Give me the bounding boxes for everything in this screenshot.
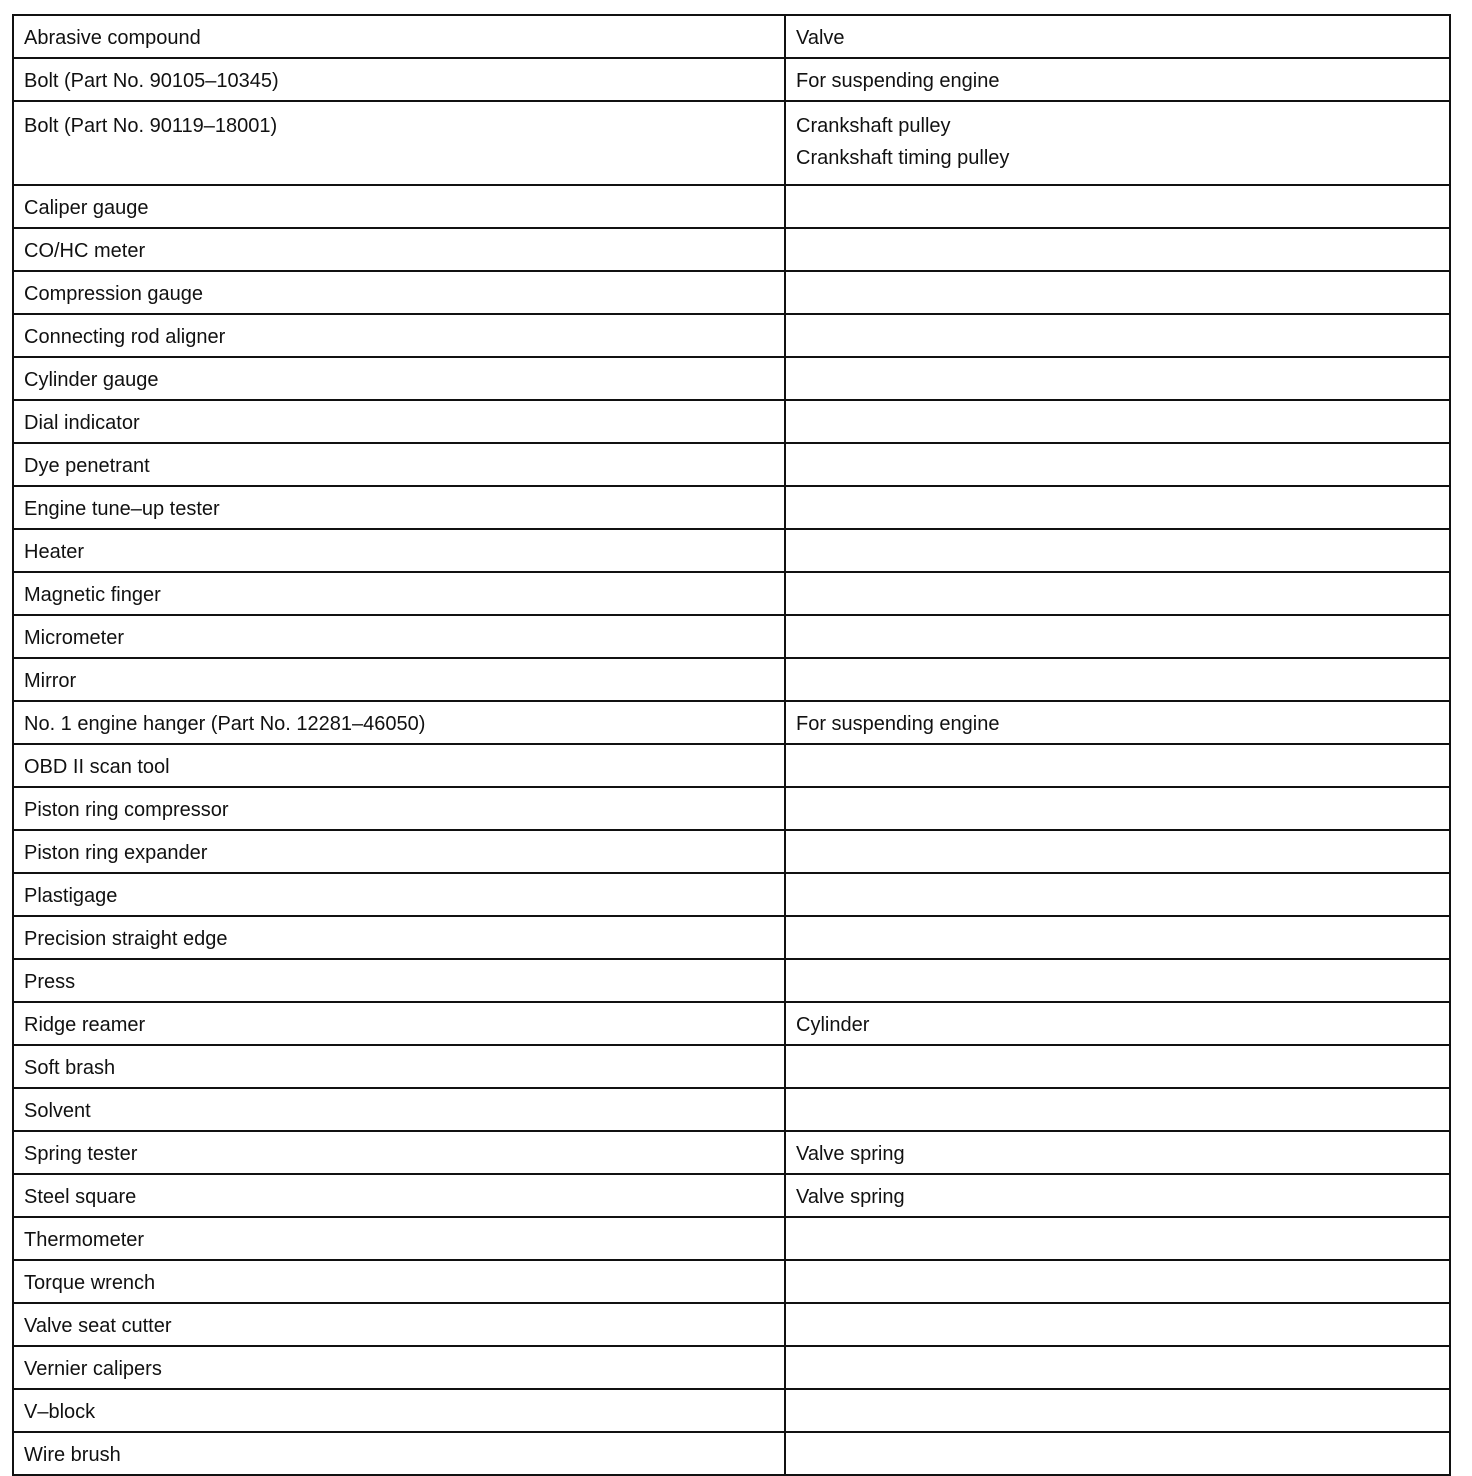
tool-use-cell [785,744,1450,787]
tool-use-cell [785,1303,1450,1346]
tool-use-line: Cylinder [796,1013,870,1036]
tool-use-line: For suspending engine [796,69,1000,92]
tool-name-cell: Press [13,959,785,1002]
table-row [13,101,1450,185]
tools-table [12,14,1451,1476]
tool-use-cell [785,529,1450,572]
tool-name-cell: V–block [13,1389,785,1432]
table-row [13,658,1450,701]
tool-use-cell [785,185,1450,228]
tool-name-cell: Compression gauge [13,271,785,314]
tool-use-line: For suspending engine [796,712,1000,735]
tools-table-container [12,14,1449,1476]
tool-use-cell [785,658,1450,701]
tool-use-cell [785,1346,1450,1389]
tool-use-line: Crankshaft pulley [796,115,951,137]
tool-use-cell [785,1131,1450,1174]
table-row [13,1432,1450,1475]
tool-use-cell [785,58,1450,101]
tool-name-cell: Soft brash [13,1045,785,1088]
tool-name-cell: Precision straight edge [13,916,785,959]
table-row [13,271,1450,314]
tool-name-cell: Bolt (Part No. 90119–18001) [13,101,785,185]
tool-use-cell [785,787,1450,830]
tool-name-cell: Magnetic finger [13,572,785,615]
tool-use-cell [785,400,1450,443]
table-row [13,1088,1450,1131]
tools-table-body [13,15,1450,1475]
table-row [13,185,1450,228]
tool-use-line: Crankshaft timing pulley [796,147,1010,169]
tool-use-line: Valve [796,26,845,49]
tool-name-cell: Cylinder gauge [13,357,785,400]
table-row [13,15,1450,58]
tool-use-cell [785,314,1450,357]
tool-name-cell: Mirror [13,658,785,701]
tool-use-cell [785,1260,1450,1303]
table-row [13,830,1450,873]
tool-name-cell: Caliper gauge [13,185,785,228]
tool-name-cell: Wire brush [13,1432,785,1475]
table-row [13,615,1450,658]
tool-name-cell: Abrasive compound [13,15,785,58]
tool-name-cell: Thermometer [13,1217,785,1260]
tool-use-cell [785,1002,1450,1045]
tool-name-cell: Dye penetrant [13,443,785,486]
table-row [13,572,1450,615]
table-row [13,486,1450,529]
table-row [13,400,1450,443]
table-row [13,1389,1450,1432]
tool-use-cell [785,1045,1450,1088]
table-row [13,1303,1450,1346]
table-row [13,1346,1450,1389]
tool-use-line: Valve spring [796,1185,905,1208]
tool-use-cell [785,15,1450,58]
tool-name-cell: Ridge reamer [13,1002,785,1045]
tool-use-cell [785,1174,1450,1217]
tool-use-cell [785,228,1450,271]
table-row [13,744,1450,787]
tool-name-cell: CO/HC meter [13,228,785,271]
table-row [13,1174,1450,1217]
tool-use-cell [785,101,1450,185]
table-row [13,1045,1450,1088]
tool-name-cell: Steel square [13,1174,785,1217]
table-row [13,357,1450,400]
tool-use-cell [785,916,1450,959]
tool-use-cell [785,701,1450,744]
tool-use-cell [785,357,1450,400]
tool-name-cell: Plastigage [13,873,785,916]
tool-use-cell [785,1088,1450,1131]
tool-name-cell: Solvent [13,1088,785,1131]
tool-name-cell: Spring tester [13,1131,785,1174]
table-row [13,58,1450,101]
tool-name-cell: Heater [13,529,785,572]
tool-use-cell [785,830,1450,873]
table-row [13,529,1450,572]
table-row [13,701,1450,744]
table-row [13,228,1450,271]
table-row [13,916,1450,959]
tool-use-cell [785,615,1450,658]
tool-use-cell [785,873,1450,916]
table-row [13,873,1450,916]
tool-use-cell [785,1432,1450,1475]
tool-name-cell: No. 1 engine hanger (Part No. 12281–46050) [13,701,785,744]
tool-name-cell: Torque wrench [13,1260,785,1303]
tool-use-cell [785,1217,1450,1260]
table-row [13,787,1450,830]
tool-use-cell [785,443,1450,486]
tool-use-cell [785,1389,1450,1432]
tool-name-cell: Vernier calipers [13,1346,785,1389]
table-row [13,314,1450,357]
table-row [13,959,1450,1002]
tool-use-cell [785,486,1450,529]
tool-name-cell: Connecting rod aligner [13,314,785,357]
tool-name-cell: Piston ring compressor [13,787,785,830]
tool-name-cell: Engine tune–up tester [13,486,785,529]
tool-use-cell [785,572,1450,615]
tool-name-cell: OBD II scan tool [13,744,785,787]
table-row [13,1002,1450,1045]
table-row [13,1260,1450,1303]
table-row [13,443,1450,486]
table-row [13,1217,1450,1260]
tool-use-cell [785,271,1450,314]
tool-name-cell: Micrometer [13,615,785,658]
tool-name-cell: Dial indicator [13,400,785,443]
table-row [13,1131,1450,1174]
tool-name-cell: Valve seat cutter [13,1303,785,1346]
tool-use-line: Valve spring [796,1142,905,1165]
tool-use-cell [785,959,1450,1002]
tool-name-cell: Piston ring expander [13,830,785,873]
tool-name-cell: Bolt (Part No. 90105–10345) [13,58,785,101]
